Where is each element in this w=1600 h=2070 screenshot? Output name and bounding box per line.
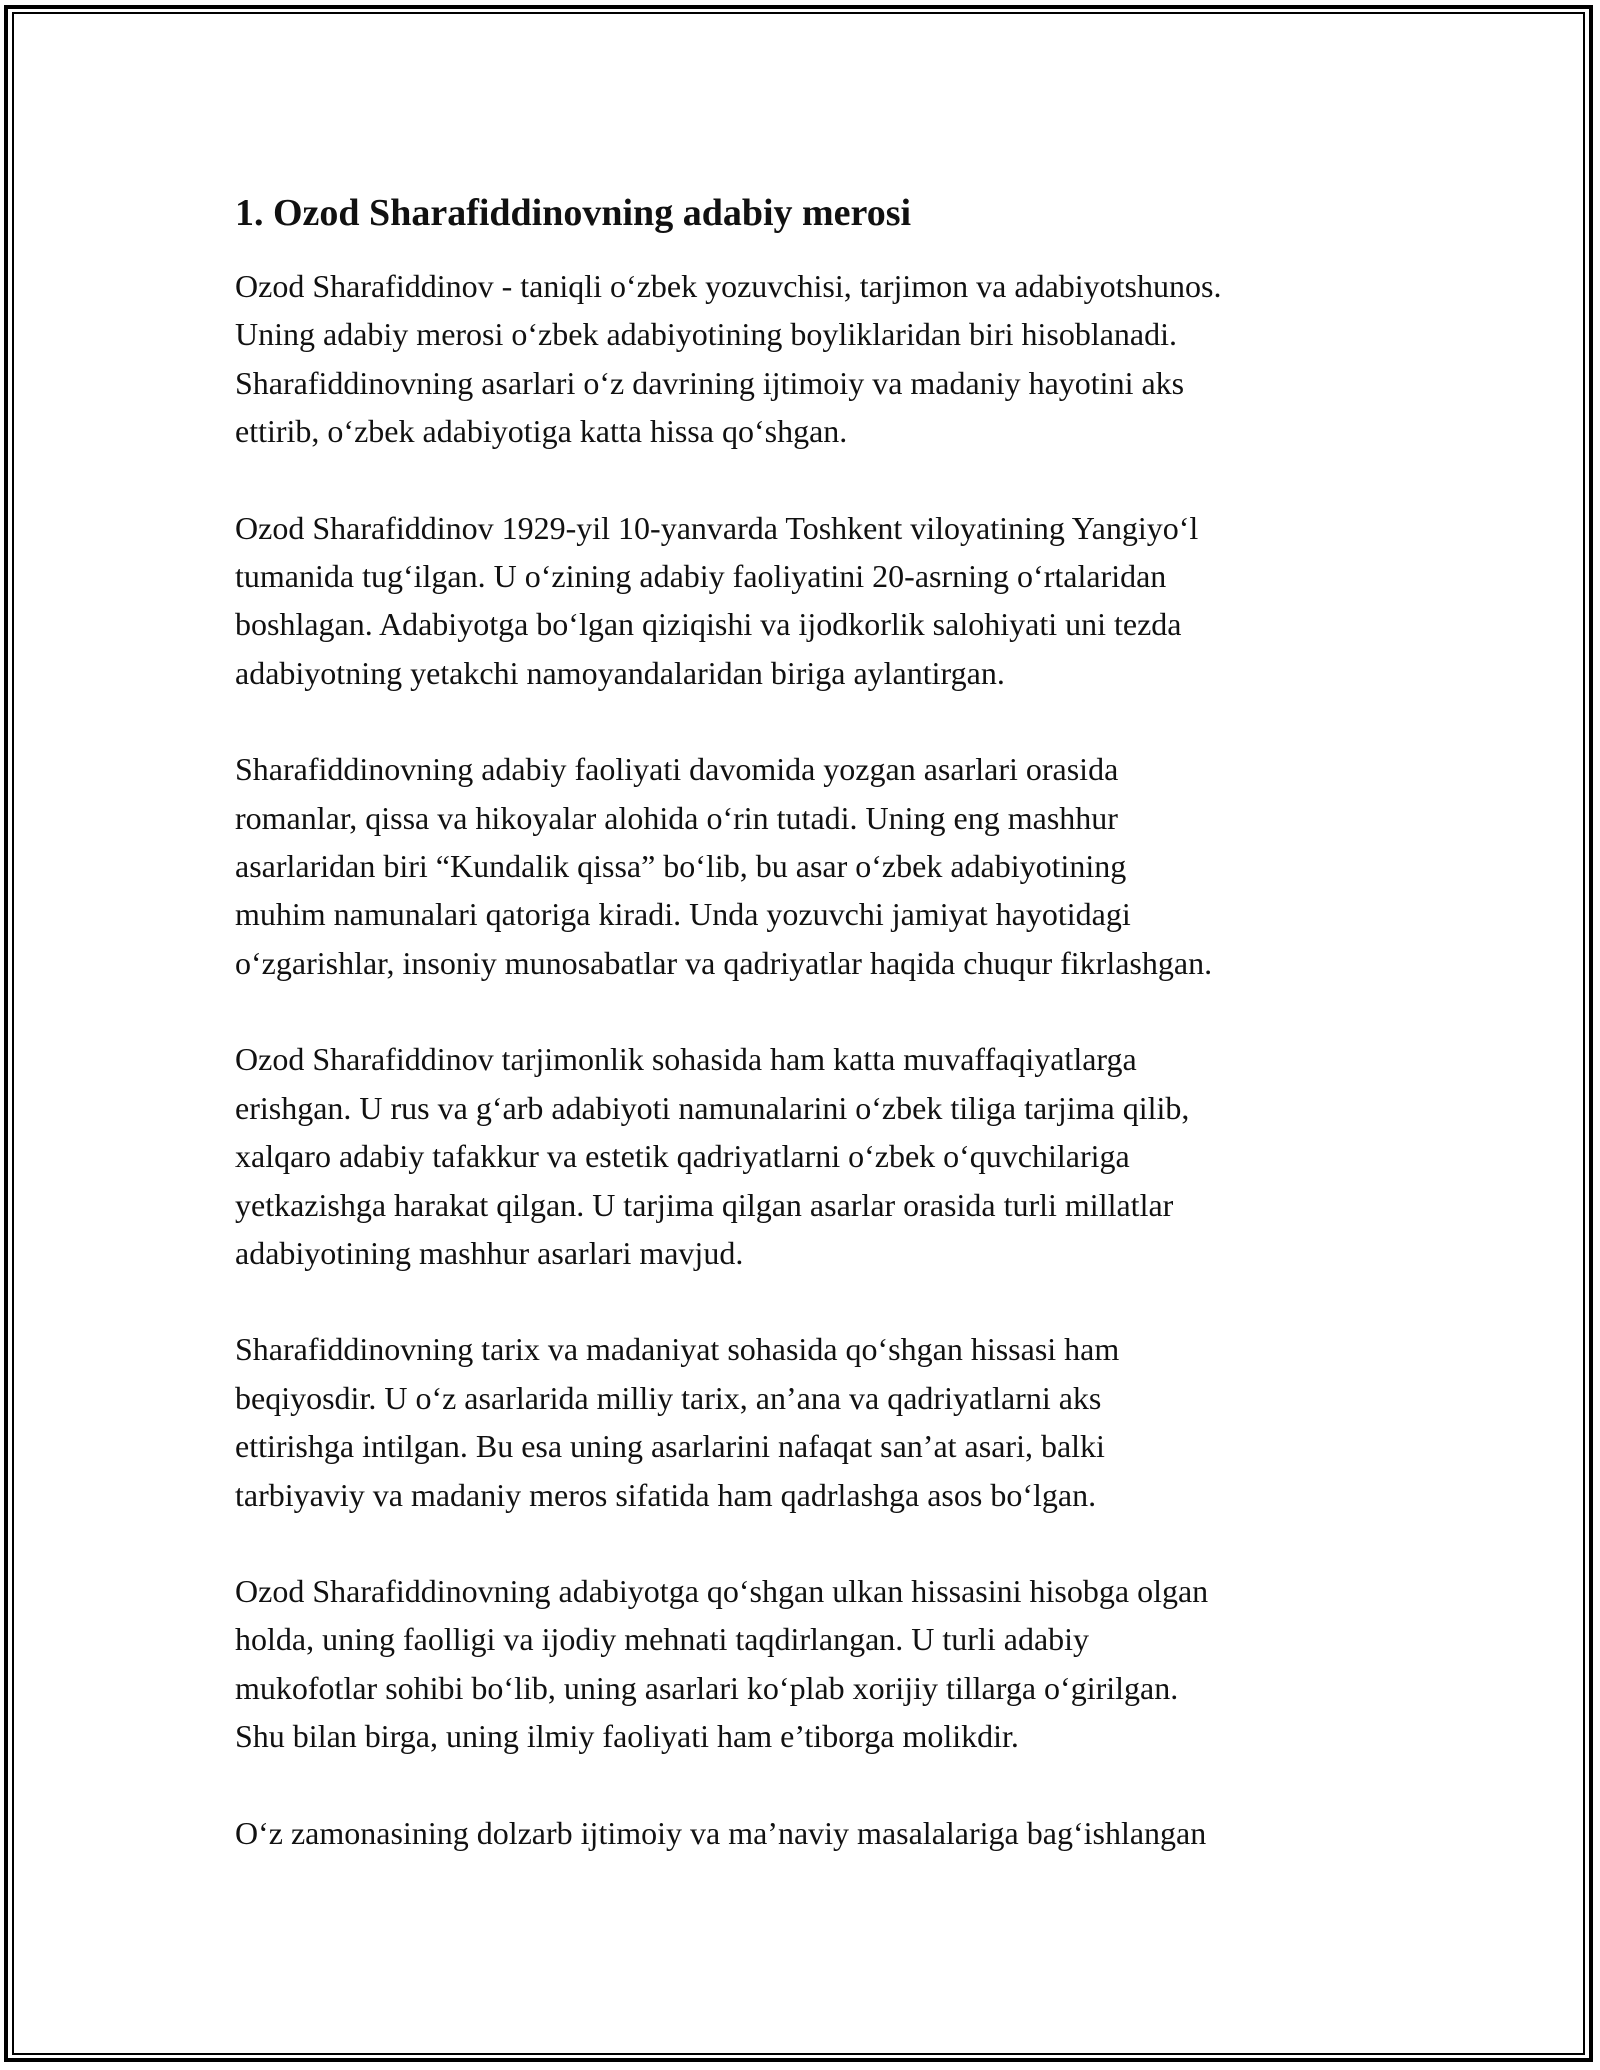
text-line: Ozod Sharafiddinov tarjimonlik sohasida ham katta muvaffaqiyatlarga [235,1041,1137,1078]
text-line: muhim namunalari qatoriga kiradi. Unda yozuvchi jamiyat hayotidagi [235,896,1131,933]
text-line: holda, uning faolligi va ijodiy mehnati taqdirlangan. U turli adabiy [235,1621,1090,1658]
paragraph-3 [235,745,1395,987]
text-line: O‘z zamonasining dolzarb ijtimoiy va ma’naviy masalalariga bag‘ishlangan [235,1814,1207,1851]
text-line: ettirib, o‘zbek adabiyotiga katta hissa qo‘shgan. [235,413,848,450]
text-line: xalqaro adabiy tafakkur va estetik qadriyatlarni o‘zbek o‘quvchilariga [235,1138,1130,1175]
text-line: adabiyotning yetakchi namoyandalaridan biriga aylantirgan. [235,654,1005,691]
text-line: ettirishga intilgan. Bu esa uning asarlarini nafaqat san’at asari, balki [235,1428,1105,1465]
text-line: asarlaridan biri “Kundalik qissa” bo‘lib, bu asar o‘zbek adabiyotining [235,848,1127,885]
text-line: Sharafiddinovning asarlari o‘z davrining ijtimoiy va madaniy hayotini aks [235,364,1185,401]
text-line: Uning adabiy merosi o‘zbek adabiyotining boyliklaridan biri hisoblanadi. [235,316,1178,353]
text-line: yetkazishga harakat qilgan. U tarjima qilgan asarlar orasida turli millatlar [235,1186,1174,1223]
text-line: Ozod Sharafiddinov - taniqli o‘zbek yozuvchisi, tarjimon va adabiyotshunos. [235,268,1222,304]
paragraph-7 [235,1809,1395,1857]
text-line: Sharafiddinovning tarix va madaniyat sohasida qo‘shgan hissasi ham [235,1331,1120,1368]
text-line: erishgan. U rus va g‘arb adabiyoti namunalarini o‘zbek tiliga tarjima qilib, [235,1089,1190,1126]
text-line: tumanida tug‘ilgan. U o‘zining adabiy faoliyatini 20-asrning o‘rtalaridan [235,558,1167,595]
text-line: romanlar, qissa va hikoyalar alohida o‘rin tutadi. Uning eng mashhur [235,799,1118,836]
text-line: tarbiyaviy va madaniy meros sifatida ham qadrlashga asos bo‘lgan. [235,1476,1097,1513]
text-line: mukofotlar sohibi bo‘lib, uning asarlari ko‘plab xorijiy tillarga o‘girilgan. [235,1669,1179,1706]
document-body [235,186,1395,1905]
paragraph-6 [235,1567,1395,1761]
text-line: Shu bilan birga, uning ilmiy faoliyati ham e’tiborga molikdir. [235,1718,1019,1755]
text-line: boshlagan. Adabiyotga bo‘lgan qiziqishi va ijodkorlik salohiyati uni tezda [235,606,1182,643]
text-line: Sharafiddinovning adabiy faoliyati davomida yozgan asarlari orasida [235,751,1119,788]
section-heading: 1. Ozod Sharafiddinovning adabiy merosi [235,192,912,234]
paragraph-4 [235,1035,1395,1277]
text-line: o‘zgarishlar, insoniy munosabatlar va qadriyatlar haqida chuqur fikrlashgan. [235,944,1213,981]
paragraph-2 [235,504,1395,698]
text-line: beqiyosdir. U o‘z asarlarida milliy tarix, an’ana va qadriyatlarni aks [235,1379,1102,1416]
paragraph-5 [235,1325,1395,1519]
text-line: adabiyotining mashhur asarlari mavjud. [235,1234,744,1271]
paragraph-1 [235,262,1395,456]
text-line: Ozod Sharafiddinovning adabiyotga qo‘shgan ulkan hissasini hisobga olgan [235,1572,1209,1609]
text-line: Ozod Sharafiddinov 1929-yil 10-yanvarda Toshkent viloyatining Yangiyo‘l [235,509,1199,546]
